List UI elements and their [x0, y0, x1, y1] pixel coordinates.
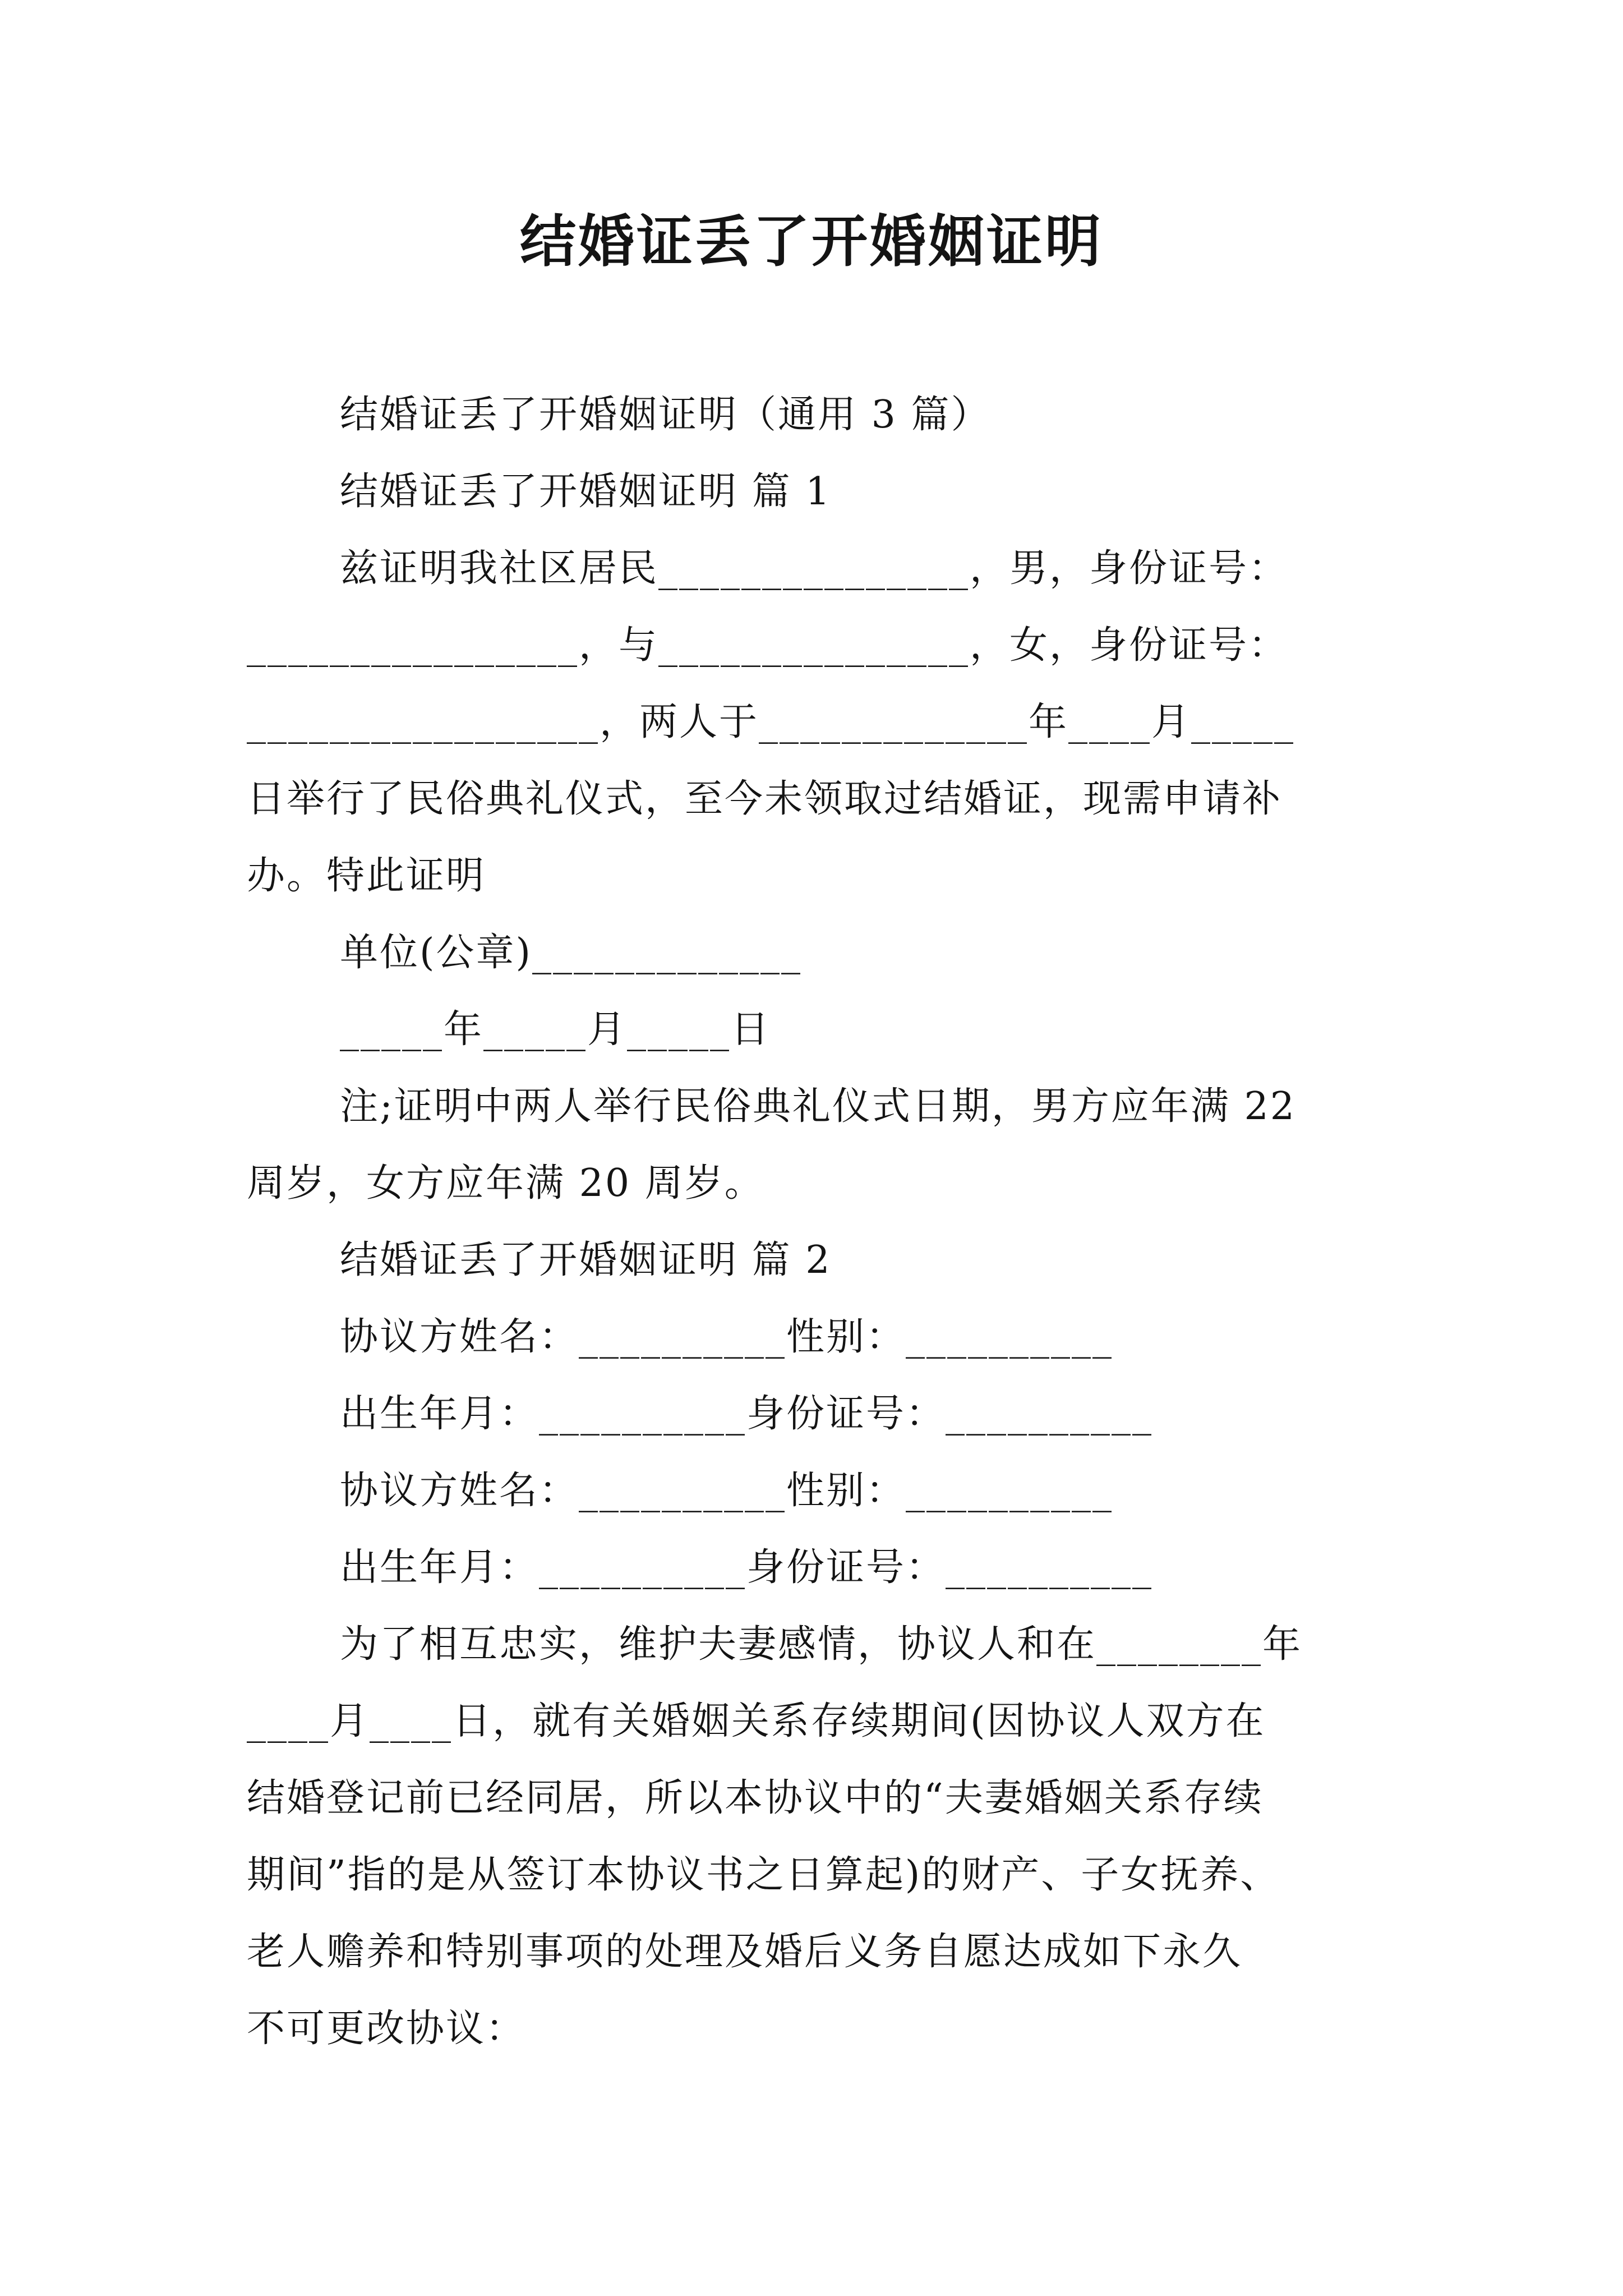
- form-line: 出生年月：__________身份证号：__________: [340, 1545, 1154, 1590]
- paragraph-line: 结婚登记前已经同居，所以本协议中的“夫妻婚姻关系存续: [247, 1776, 1264, 1820]
- paragraph-line: 老人赡养和特别事项的处理及婚后义务自愿达成如下永久: [247, 1930, 1243, 1974]
- section-heading-1: 结婚证丢了开婚姻证明 篇 1: [340, 470, 832, 514]
- subtitle: 结婚证丢了开婚姻证明（通用 3 篇）: [340, 393, 991, 437]
- paragraph-line: _________________，两人于_____________年____月_____: [247, 700, 1295, 744]
- document-title: 结婚证丢了开婚姻证明: [520, 208, 1103, 274]
- paragraph-line: 兹证明我社区居民_______________，男，身份证号：: [340, 546, 1289, 591]
- section-heading-2: 结婚证丢了开婚姻证明 篇 2: [340, 1238, 832, 1282]
- form-line: 协议方姓名：__________性别：__________: [340, 1469, 1114, 1513]
- paragraph-line: ____月____日，就有关婚姻关系存续期间(因协议人双方在: [247, 1699, 1266, 1743]
- note-line: 注;证明中两人举行民俗典礼仪式日期，男方应年满 22: [340, 1084, 1297, 1129]
- paragraph-line: 日举行了民俗典礼仪式，至今未领取过结婚证，现需申请补: [247, 777, 1283, 821]
- form-line: 出生年月：__________身份证号：__________: [340, 1392, 1154, 1436]
- form-line: 协议方姓名：__________性别：__________: [340, 1315, 1114, 1359]
- paragraph-line: ________________，与_______________，女，身份证号：: [247, 623, 1289, 668]
- paragraph-line: 为了相互忠实，维护夫妻感情，协议人和在________年: [340, 1622, 1303, 1667]
- seal-line: 单位(公章)_____________: [340, 931, 803, 975]
- paragraph-line: 期间”指的是从签订本协议书之日算起)的财产、子女抚养、: [247, 1853, 1280, 1897]
- note-line: 周岁，女方应年满 20 周岁。: [247, 1161, 764, 1205]
- paragraph-line: 办。特此证明: [247, 854, 486, 898]
- paragraph-line: 不可更改协议：: [247, 2007, 526, 2051]
- date-line: _____年_____月_____日: [340, 1007, 771, 1052]
